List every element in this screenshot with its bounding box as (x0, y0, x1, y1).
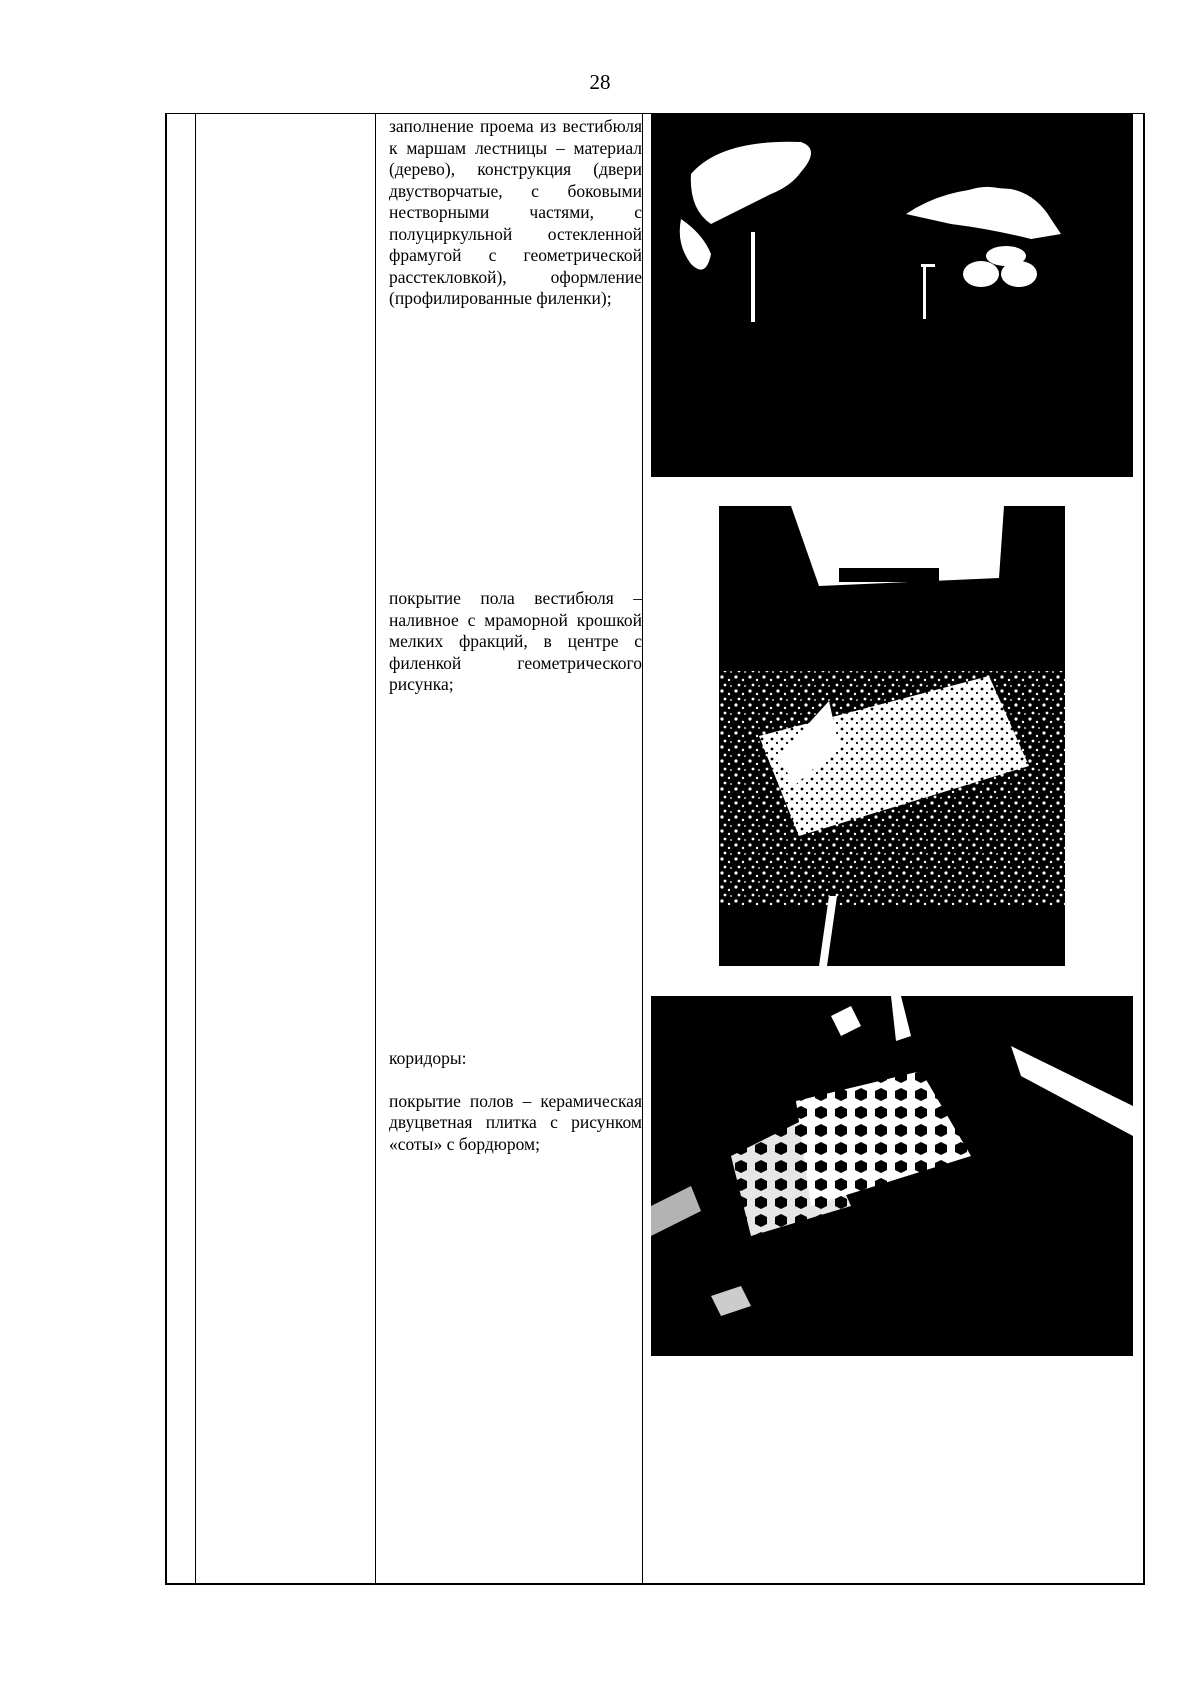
column-divider-2 (375, 114, 376, 1583)
row-3-paragraph-1: коридоры: (389, 1048, 467, 1068)
corridor-tile-photo-icon (651, 996, 1133, 1356)
terrazzo-floor-photo-icon (719, 506, 1065, 966)
row-3-description (389, 1048, 642, 1155)
door-transom-photo (651, 114, 1133, 477)
terrazzo-floor-photo (719, 506, 1065, 966)
heritage-table (165, 113, 1145, 1585)
corridor-tile-photo (651, 996, 1133, 1356)
column-divider-3 (642, 114, 643, 1583)
column-divider-1 (195, 114, 196, 1583)
door-transom-photo-icon (651, 114, 1133, 477)
row-2-paragraph-1: покрытие пола вестибюля – наливное с мраморной крошкой мелких фракций, в центре с филенкой геометрического рисунка; (389, 588, 642, 694)
row-3-paragraph-2: покрытие полов – керамическая двуцветная плитка с рисунком «соты» с бордюром; (389, 1090, 642, 1154)
page-number: 28 (589, 70, 611, 94)
row-2-description (389, 588, 642, 696)
row-1-description (389, 116, 642, 310)
row-1-paragraph-1: заполнение проема из вестибюля к маршам лестницы – материал (дерево), конструкция (двери двустворчатые, с боковыми нестворными частями, с полуциркульной остекленной фрамугой с геометрической расстекловкой), оформление (профилированные филенки); (389, 116, 642, 308)
